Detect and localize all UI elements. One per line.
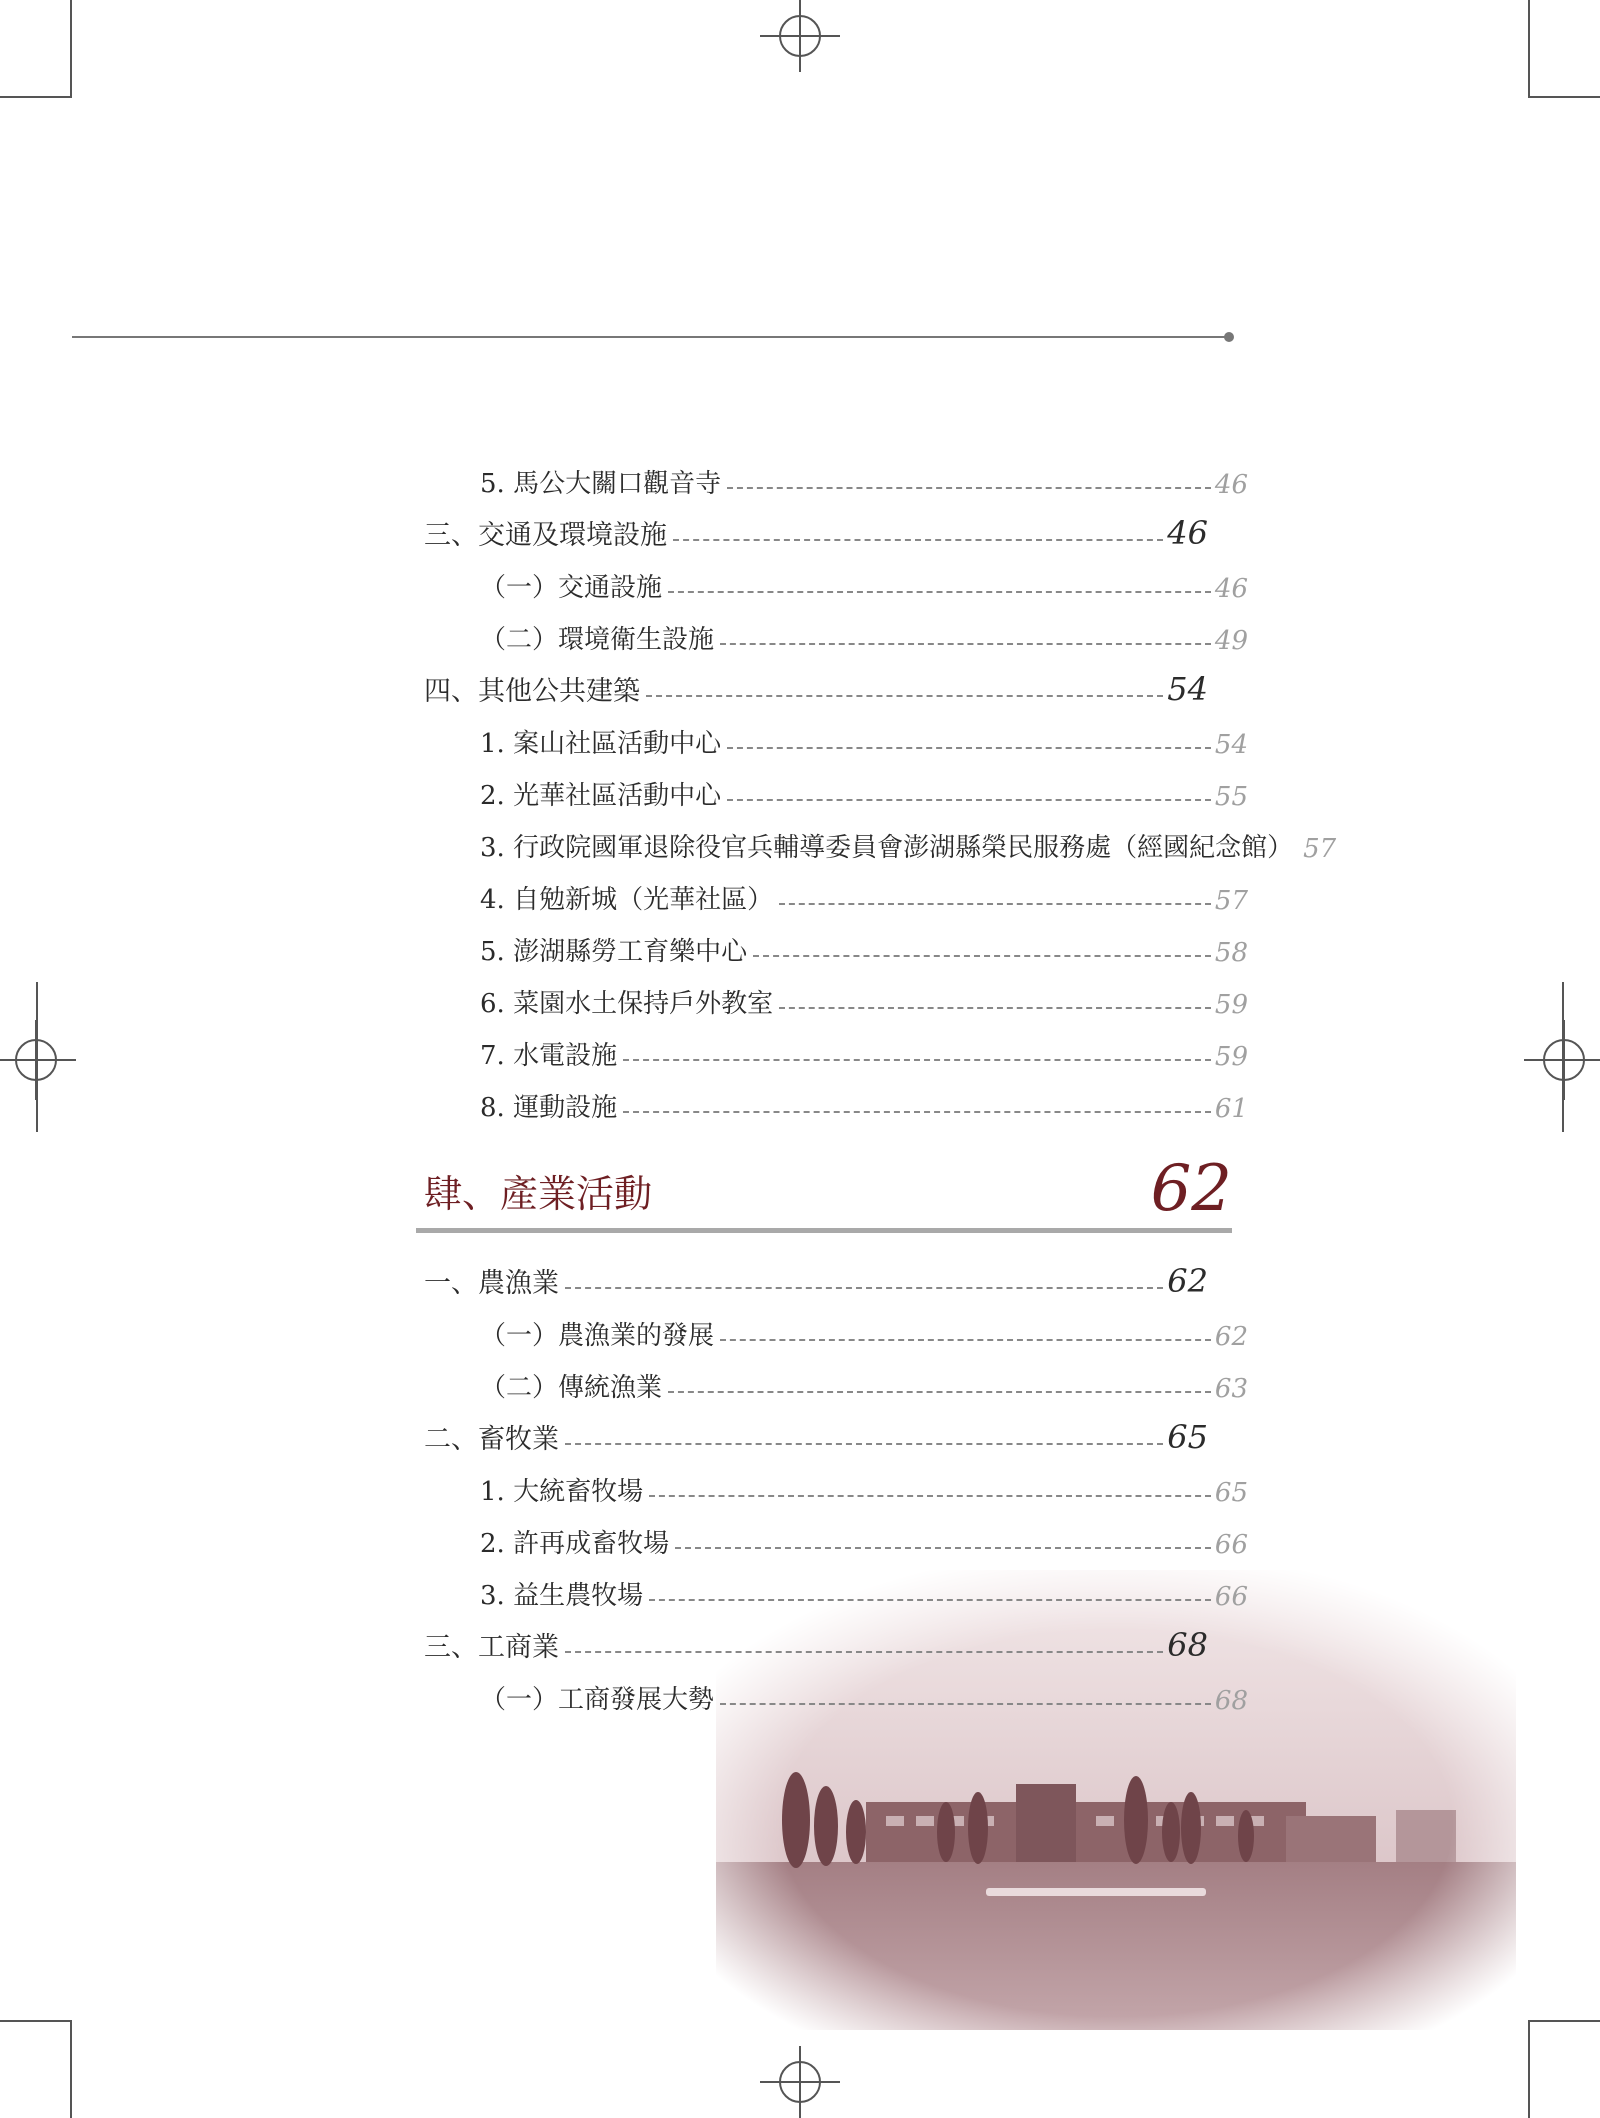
- toc-entry-page: 68: [1214, 1686, 1248, 1716]
- toc-entry[interactable]: [480, 876, 1248, 916]
- crop-mark: [1528, 2020, 1530, 2118]
- toc-entry[interactable]: [480, 980, 1248, 1020]
- toc-entry-label: 8. 運動設施: [480, 1093, 618, 1123]
- header-rule-dot: [1224, 332, 1234, 342]
- toc-entry-page: 54: [1167, 670, 1208, 708]
- crop-mark: [1562, 982, 1564, 1132]
- dot-leader: [565, 1287, 1163, 1289]
- toc-entry[interactable]: [480, 772, 1248, 812]
- toc-section-entry[interactable]: [424, 1416, 1208, 1456]
- toc-entry[interactable]: [480, 1676, 1248, 1716]
- dot-leader: [753, 955, 1211, 957]
- toc-entry-label: 5. 澎湖縣勞工育樂中心: [480, 937, 748, 967]
- toc-entry-label: 1. 大統畜牧場: [480, 1477, 644, 1507]
- toc-entry[interactable]: [480, 1084, 1248, 1124]
- dot-leader: [675, 1547, 1211, 1549]
- section-heading: [416, 1150, 1232, 1233]
- dot-leader: [565, 1651, 1163, 1653]
- crop-mark: [1528, 96, 1600, 98]
- toc-entry-page: 57: [1214, 886, 1248, 916]
- dot-leader: [727, 747, 1211, 749]
- toc-entry-label: 2. 光華社區活動中心: [480, 781, 722, 811]
- dot-leader: [649, 1599, 1211, 1601]
- toc-section-entry[interactable]: [424, 512, 1208, 552]
- toc-entry-page: 57: [1303, 834, 1337, 864]
- crop-mark: [1528, 0, 1530, 96]
- toc-section-entry[interactable]: [424, 1624, 1208, 1664]
- dot-leader: [623, 1059, 1211, 1061]
- toc-entry[interactable]: [480, 928, 1248, 968]
- toc-entry-page: 61: [1214, 1094, 1248, 1124]
- dot-leader: [720, 1339, 1211, 1341]
- toc-entry[interactable]: [480, 1572, 1248, 1612]
- section-page-number: 62: [1150, 1152, 1232, 1226]
- toc-entry-page: 66: [1214, 1530, 1248, 1560]
- dot-leader: [727, 487, 1211, 489]
- toc-entry-page: 63: [1214, 1374, 1248, 1404]
- toc-entry-page: 49: [1214, 626, 1248, 656]
- toc-entry[interactable]: [480, 1468, 1248, 1508]
- toc-entry[interactable]: [480, 616, 1248, 656]
- crop-mark: [0, 2020, 72, 2022]
- header-rule: [72, 336, 1228, 338]
- toc-entry-label: 二、畜牧業: [424, 1424, 559, 1455]
- toc-entry-label: 7. 水電設施: [480, 1041, 618, 1071]
- toc-entry-label: 4. 自勉新城（光華社區）: [480, 885, 774, 915]
- toc-entry-label: 3. 益生農牧場: [480, 1581, 644, 1611]
- crop-mark: [70, 2020, 72, 2118]
- toc-entry[interactable]: [480, 824, 1337, 864]
- toc-entry-page: 65: [1214, 1478, 1248, 1508]
- dot-leader: [727, 799, 1211, 801]
- toc-entry-page: 68: [1167, 1626, 1208, 1664]
- toc-entry-label: （二）傳統漁業: [480, 1373, 663, 1403]
- toc-entry-page: 62: [1167, 1262, 1208, 1300]
- dot-leader: [646, 695, 1163, 697]
- toc-entry-label: 5. 馬公大關口觀音寺: [480, 469, 722, 499]
- dot-leader: [668, 591, 1211, 593]
- dot-leader: [668, 1391, 1211, 1393]
- toc-entry-page: 54: [1214, 730, 1248, 760]
- crop-mark: [1528, 2020, 1600, 2022]
- toc-entry[interactable]: [480, 720, 1248, 760]
- toc-entry-label: 2. 許再成畜牧場: [480, 1529, 670, 1559]
- dot-leader: [720, 1703, 1211, 1705]
- toc-entry-page: 65: [1167, 1418, 1208, 1456]
- toc-entry-label: 6. 菜園水土保持戶外教室: [480, 989, 774, 1019]
- toc-entry-page: 46: [1167, 514, 1208, 552]
- toc-entry-label: 3. 行政院國軍退除役官兵輔導委員會澎湖縣榮民服務處（經國紀念館）: [480, 833, 1294, 863]
- toc-entry-label: 四、其他公共建築: [424, 676, 640, 707]
- toc-entry[interactable]: [480, 460, 1248, 500]
- toc-section-entry[interactable]: [424, 668, 1208, 708]
- toc-entry-label: （一）工商發展大勢: [480, 1685, 715, 1715]
- dot-leader: [720, 643, 1211, 645]
- toc-entry[interactable]: [480, 1312, 1248, 1352]
- toc-entry[interactable]: [480, 564, 1248, 604]
- toc-entry-page: 59: [1214, 990, 1248, 1020]
- toc-entry[interactable]: [480, 1032, 1248, 1072]
- section-title: 肆、產業活動: [424, 1172, 653, 1216]
- toc-entry-label: （一）農漁業的發展: [480, 1321, 715, 1351]
- toc-entry[interactable]: [480, 1520, 1248, 1560]
- toc-entry-label: 三、工商業: [424, 1632, 559, 1663]
- registration-mark: [760, 2038, 840, 2118]
- toc-entry-label: 1. 案山社區活動中心: [480, 729, 722, 759]
- dot-leader: [779, 903, 1211, 905]
- crop-mark: [70, 0, 72, 96]
- dot-leader: [779, 1007, 1211, 1009]
- toc-entry-page: 59: [1214, 1042, 1248, 1072]
- toc-entry-page: 62: [1214, 1322, 1248, 1352]
- dot-leader: [623, 1111, 1211, 1113]
- toc-entry-label: 一、農漁業: [424, 1268, 559, 1299]
- toc-entry-page: 46: [1214, 470, 1248, 500]
- toc-entry-label: （一）交通設施: [480, 573, 663, 603]
- crop-mark: [0, 96, 72, 98]
- toc-entry[interactable]: [480, 1364, 1248, 1404]
- toc-entry-page: 58: [1214, 938, 1248, 968]
- toc-entry-label: （二）環境衛生設施: [480, 625, 715, 655]
- toc-entry-page: 46: [1214, 574, 1248, 604]
- dot-leader: [565, 1443, 1163, 1445]
- toc-section-entry[interactable]: [424, 1260, 1208, 1300]
- crop-mark: [36, 982, 38, 1132]
- dot-leader: [673, 539, 1163, 541]
- toc-entry-page: 55: [1214, 782, 1248, 812]
- registration-mark: [760, 0, 840, 80]
- dot-leader: [649, 1495, 1211, 1497]
- registration-mark: [0, 1020, 76, 1100]
- toc-entry-page: 66: [1214, 1582, 1248, 1612]
- toc-entry-label: 三、交通及環境設施: [424, 520, 667, 551]
